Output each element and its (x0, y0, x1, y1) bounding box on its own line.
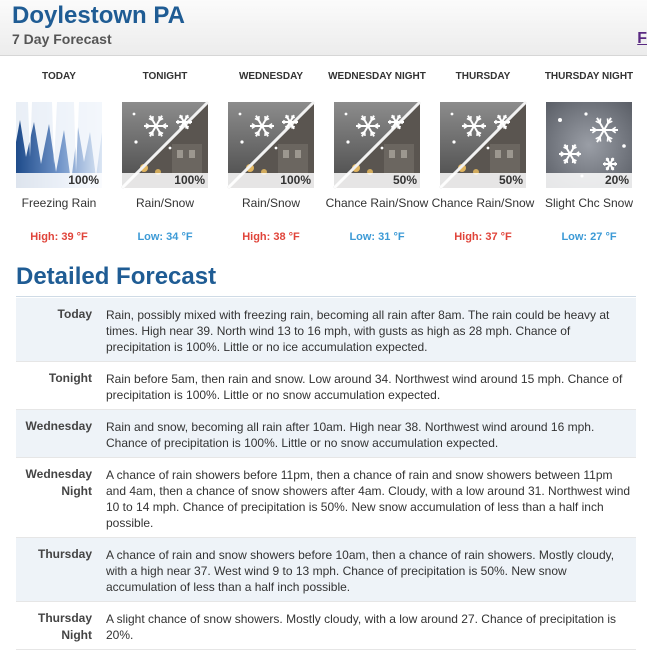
row-label: Thursday Night (16, 602, 100, 649)
header-link[interactable]: F (637, 30, 647, 48)
short-description: Freezing Rain (6, 195, 112, 227)
forecast-period[interactable] (6, 68, 112, 244)
row-label: Thursday (16, 538, 100, 601)
detailed-forecast-table (16, 298, 636, 650)
temperature: Low: 34 °F (112, 230, 218, 244)
forecast-period[interactable] (218, 68, 324, 244)
short-description: Rain/Snow (218, 195, 324, 227)
temperature: Low: 31 °F (324, 230, 430, 244)
period-name: WEDNESDAY (218, 68, 324, 102)
forecast-period[interactable] (536, 68, 642, 244)
table-row (16, 602, 636, 650)
snow-icon[interactable] (546, 102, 632, 188)
period-name: TODAY (6, 68, 112, 102)
short-description: Rain/Snow (112, 195, 218, 227)
forecast-subtitle: 7 Day Forecast (12, 31, 112, 47)
table-row (16, 362, 636, 410)
detailed-forecast-title: Detailed Forecast (16, 263, 216, 291)
precip-chance: 50% (334, 173, 420, 188)
temperature: High: 39 °F (6, 230, 112, 244)
table-row (16, 298, 636, 362)
precip-chance: 100% (228, 173, 314, 188)
forecast-periods (6, 68, 642, 250)
period-name: THURSDAY (430, 68, 536, 102)
temperature: High: 37 °F (430, 230, 536, 244)
forecast-period[interactable] (430, 68, 536, 244)
short-description: Chance Rain/Snow (324, 195, 430, 227)
row-text: A slight chance of snow showers. Mostly cloudy, with a low around 27. Chance of precipitation is 20%. (100, 602, 636, 649)
location-title: Doylestown PA (12, 2, 185, 30)
precip-chance: 50% (440, 173, 526, 188)
forecast-period[interactable] (324, 68, 430, 244)
location-header (0, 0, 647, 56)
row-label: Today (16, 298, 100, 361)
freezing-rain-icon[interactable] (16, 102, 102, 188)
table-row (16, 410, 636, 458)
row-text: A chance of rain showers before 11pm, then a chance of rain and snow showers between 11pm and 4am, then a chance of snow showers after 4am. Cloudy, with a low around 31. Northwest wind 10 to 14 mph. Chance of precipitation is 50%. New snow accumulation of less than a half inch possible. (100, 458, 636, 537)
table-row (16, 458, 636, 538)
row-text: Rain and snow, becoming all rain after 10am. High near 38. Northwest wind around 16 mph. Chance of precipitation is 100%. Little or no snow accumulation expected. (100, 410, 636, 457)
row-text: A chance of rain and snow showers before 10am, then a chance of rain showers. Mostly cloudy, with a high near 37. West wind 9 to 13 mph. Chance of precipitation is 50%. New snow accumulation of less than a half inch possible. (100, 538, 636, 601)
row-text: Rain before 5am, then rain and snow. Low around 34. Northwest wind around 15 mph. Chance of precipitation is 100%. Little or no snow accumulation expected. (100, 362, 636, 409)
row-label: Wednesday Night (16, 458, 100, 537)
short-description: Slight Chc Snow (536, 195, 642, 227)
temperature: Low: 27 °F (536, 230, 642, 244)
temperature: High: 38 °F (218, 230, 324, 244)
period-name: THURSDAY NIGHT (536, 68, 642, 102)
rain-snow-icon[interactable] (440, 102, 526, 188)
forecast-period[interactable] (112, 68, 218, 244)
period-name: WEDNESDAY NIGHT (324, 68, 430, 102)
short-description: Chance Rain/Snow (430, 195, 536, 227)
rain-snow-icon[interactable] (228, 102, 314, 188)
period-name: TONIGHT (112, 68, 218, 102)
precip-chance: 100% (16, 173, 102, 188)
row-label: Wednesday (16, 410, 100, 457)
rain-snow-icon[interactable] (122, 102, 208, 188)
table-row (16, 538, 636, 602)
row-text: Rain, possibly mixed with freezing rain, becoming all rain after 8am. The rain could be heavy at times. High near 39. North wind 13 to 16 mph, with gusts as high as 28 mph. Chance of precipitation is 100%. Little or no ice accumulation expected. (100, 298, 636, 361)
precip-chance: 100% (122, 173, 208, 188)
divider (16, 296, 636, 297)
rain-snow-icon[interactable] (334, 102, 420, 188)
precip-chance: 20% (546, 173, 632, 188)
row-label: Tonight (16, 362, 100, 409)
